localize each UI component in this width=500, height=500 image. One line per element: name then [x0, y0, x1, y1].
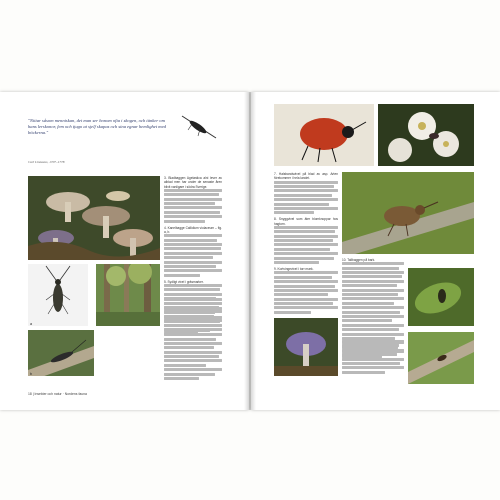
quote-source: Carl Linnaeus, 1707–1778 — [28, 160, 65, 164]
photo-mushrooms-beetle — [28, 176, 160, 260]
fig-label-b: b — [30, 372, 32, 376]
right-caption-1: 7. Halsbandsvivel på blad av asp. Arten förekommer i hela landet. — [274, 172, 338, 181]
left-page-footer: 18 | Insekter och natur · Nordens fauna — [28, 392, 87, 396]
photo-beetle-green-leaf — [408, 268, 474, 326]
photo-purple-mushroom — [274, 318, 338, 376]
left-caption-2: 4. Kanelbagge Callidium violaceum – fig. a, b. — [164, 225, 222, 234]
right-caption-2: 8. Snyggvivel som äter blomknoppar hos hagtorn. — [274, 217, 338, 226]
right-caption-column-3 — [342, 340, 404, 375]
quote-text: "Nittar såsom menniskan, det man ser honom ofta i skogen, och tänker om hans lerskonor, fem och tjugo at sjelf skapas och sina egnar hemlighet med böckerna." — [28, 118, 166, 135]
photo-forest — [96, 264, 160, 326]
right-caption-column-1 — [274, 172, 338, 315]
right-caption-4: 10. Tallbaggen på bark. — [342, 258, 376, 262]
right-caption-3: 9. Kortvingevivel i torr mark. — [274, 267, 314, 272]
fig-label-a: a — [30, 322, 32, 326]
left-caption-3: 5. Sydligt vivel i gräsmarker. — [164, 279, 204, 284]
photo-beetle-on-flower — [378, 104, 474, 166]
left-caption-1: 3. Bladbaggen Agelastica alni lever av alblad men har under de senaste åren blivit vanligare i södra Sverige. — [164, 176, 222, 189]
left-caption-column-2 — [164, 298, 222, 381]
beetle-sketch-icon — [178, 112, 220, 142]
photo-beetle-bark — [28, 330, 94, 376]
photo-branch-closeup — [408, 332, 474, 384]
photo-weevil-branch — [342, 172, 474, 254]
photo-longhorn-beetle — [28, 264, 88, 326]
photo-red-weevil — [274, 104, 374, 166]
book-gutter — [244, 92, 256, 410]
